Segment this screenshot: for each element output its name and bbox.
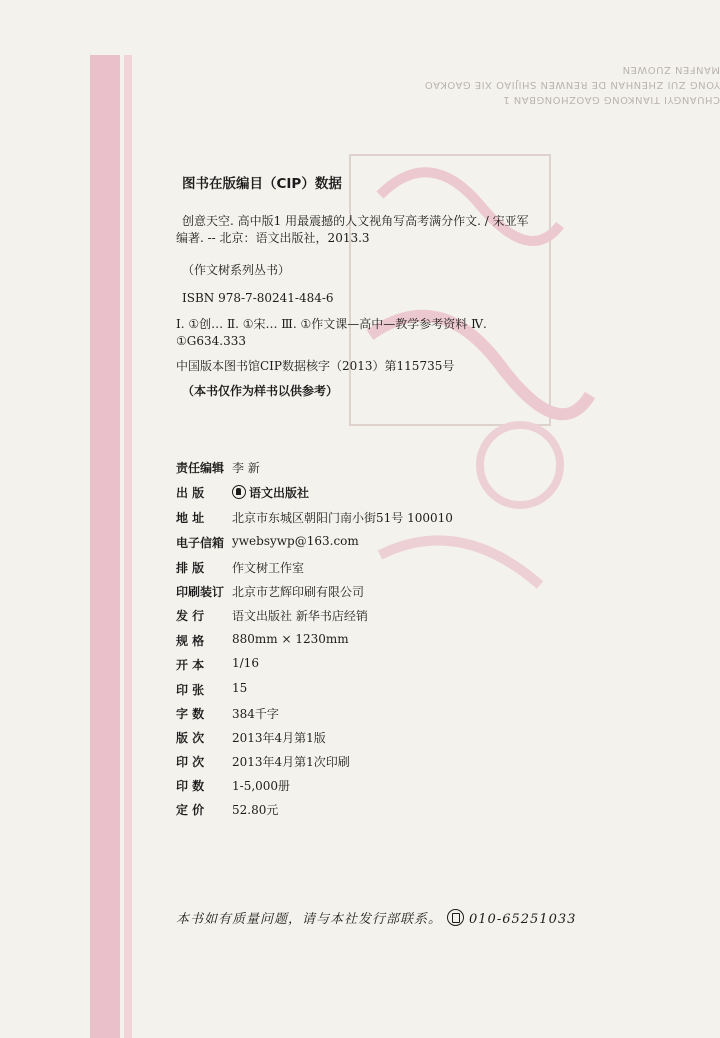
cip-line-2: 编著. -- 北京：语文出版社，2013.3 — [176, 231, 370, 245]
pink-spine-band — [90, 55, 120, 1038]
detail-label-typesetting: 排 版 — [176, 561, 205, 575]
detail-value-distribution: 语文出版社 新华书店经销 — [232, 609, 368, 623]
phone-icon — [447, 909, 464, 926]
phone-number: 010-65251033 — [469, 912, 577, 927]
quality-notice — [176, 909, 576, 928]
detail-value-word-count: 384千字 — [232, 707, 279, 721]
show-through-header: CHUANGYI TIANKONG GAOZHONGBAN 1 YONG ZUI ZHENHAN DE RENWEN SHIJIAO XIE GAOKAO MANFEN ZUOWEN — [424, 64, 720, 105]
detail-value-impression: 2013年4月第1次印刷 — [232, 755, 350, 769]
detail-value-address: 北京市东城区朝阳门南小街51号 100010 — [232, 511, 453, 525]
detail-value-print-run: 1-5,000册 — [232, 779, 291, 793]
detail-label-size: 规 格 — [176, 634, 205, 648]
detail-value-printing: 北京市艺辉印刷有限公司 — [232, 585, 365, 599]
detail-label-word-count: 字 数 — [176, 707, 205, 721]
show-through-cover-art — [340, 135, 610, 635]
cip-classification-2: ①G634.333 — [176, 334, 246, 348]
detail-label-email: 电子信箱 — [176, 536, 225, 550]
cip-number: 中国版本图书馆CIP数据核字（2013）第115735号 — [176, 359, 455, 373]
detail-value-typesetting: 作文树工作室 — [232, 561, 305, 575]
detail-value-editor: 李 新 — [232, 461, 260, 475]
detail-label-publisher: 出 版 — [176, 486, 205, 500]
detail-value-format: 1/16 — [232, 656, 259, 670]
detail-value-size: 880mm × 1230mm — [232, 632, 349, 646]
detail-label-print-run: 印 数 — [176, 779, 205, 793]
detail-label-address: 地 址 — [176, 511, 205, 525]
detail-label-impression: 印 次 — [176, 755, 205, 769]
detail-label-format: 开 本 — [176, 658, 205, 672]
quality-notice-text: 本书如有质量问题，请与本社发行部联系。 — [176, 912, 443, 927]
detail-label-edition: 版 次 — [176, 731, 205, 745]
cip-isbn: ISBN 978-7-80241-484-6 — [182, 291, 334, 305]
pink-spine-band-light — [124, 55, 132, 1038]
publisher-logo-icon — [232, 485, 246, 499]
detail-value-email: ywebsywp@163.com — [232, 534, 359, 548]
detail-value-price: 52.80元 — [232, 803, 279, 817]
detail-label-distribution: 发 行 — [176, 609, 205, 623]
detail-label-sheets: 印 张 — [176, 683, 205, 697]
cip-series: （作文树系列丛书） — [182, 263, 291, 277]
cip-classification-1: Ⅰ. ①创… Ⅱ. ①宋… Ⅲ. ①作文课—高中—教学参考资料 Ⅳ. — [176, 317, 487, 331]
cip-heading: 图书在版编目（CIP）数据 — [182, 176, 342, 192]
detail-label-printing: 印刷装订 — [176, 585, 225, 599]
detail-label-price: 定 价 — [176, 803, 205, 817]
cip-line-1: 创意天空. 高中版1 用最震撼的人文视角写高考满分作文. / 宋亚军 — [182, 214, 529, 228]
cip-notice: （本书仅作为样书以供参考） — [182, 384, 339, 398]
detail-label-editor: 责任编辑 — [176, 461, 225, 475]
detail-value-publisher: 语文出版社 — [232, 484, 309, 501]
detail-value-sheets: 15 — [232, 681, 248, 695]
detail-value-edition: 2013年4月第1版 — [232, 731, 326, 745]
